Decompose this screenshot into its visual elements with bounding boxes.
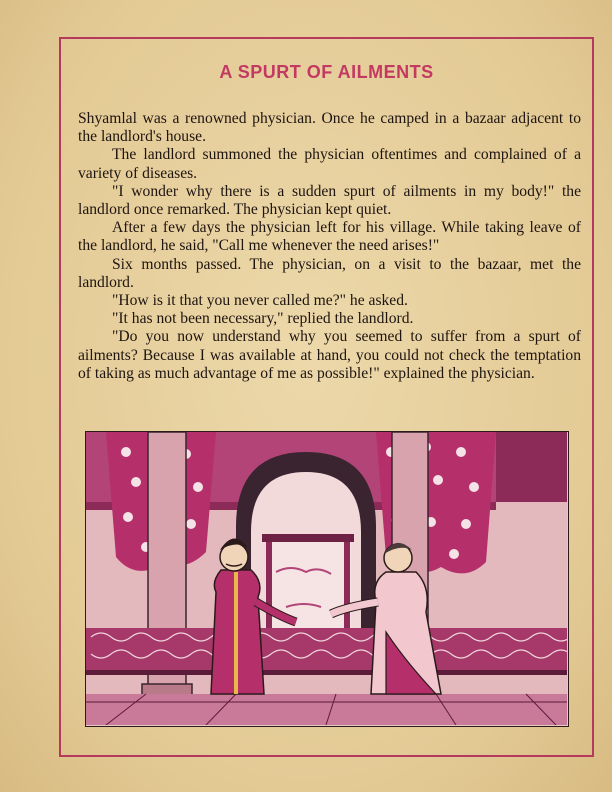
story-paragraph: "Do you now understand why you seemed to suffer from a spurt of ailments? Because I was available at hand, you could not check the temptation of taking as much advantage of me as possible!" explained the physician. (78, 328, 581, 382)
story-text (78, 110, 581, 383)
story-paragraph: Six months passed. The physician, on a visit to the bazaar, met the landlord. (78, 255, 581, 291)
story-paragraph: After a few days the physician left for his village. While taking leave of the landlord, he said, "Call me whenever the need arises!" (78, 219, 581, 255)
story-paragraph: "It has not been necessary," replied the landlord. (112, 310, 414, 328)
palace-scene-image (86, 432, 567, 725)
story-paragraph: "How is it that you never called me?" he asked. (112, 292, 408, 310)
story-title: A SPURT OF AILMENTS (219, 62, 434, 82)
story-paragraph: The landlord summoned the physician oftentimes and complained of a variety of diseases. (78, 146, 581, 182)
story-paragraph: "I wonder why there is a sudden spurt of ailments in my body!" the landlord once remarked. The physician kept quiet. (78, 182, 581, 219)
story-illustration (85, 431, 569, 727)
story-paragraph: Shyamlal was a renowned physician. Once he camped in a bazaar adjacent to the landlord's house. (78, 110, 581, 146)
